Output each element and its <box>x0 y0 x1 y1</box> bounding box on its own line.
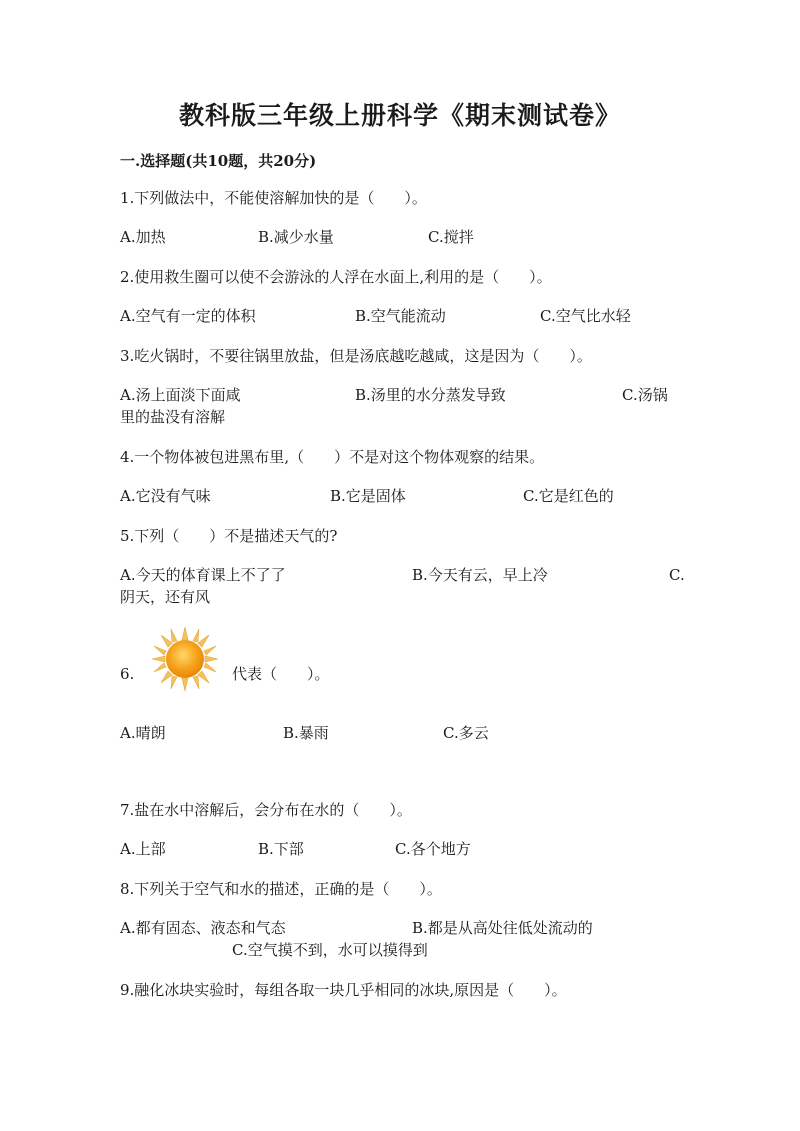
question-6-option-b: B.暴雨 <box>283 724 329 742</box>
question-4-stem: 4.一个物体被包进黑布里,（ ）不是对这个物体观察的结果。 <box>120 448 545 466</box>
question-1-option-a: A.加热 <box>120 228 166 246</box>
exam-title: 教科版三年级上册科学《期末测试卷》 <box>178 101 621 130</box>
question-2-stem: 2.使用救生圈可以使不会游泳的人浮在水面上,利用的是（ ）。 <box>120 268 552 286</box>
question-5-option-c-continued: 阴天，还有风 <box>120 588 211 606</box>
question-2-option-c: C.空气比水轻 <box>540 307 631 325</box>
question-1-option-c: C.搅拌 <box>428 228 474 246</box>
question-3-option-a: A.汤上面淡下面咸 <box>120 386 241 404</box>
question-3-option-c: C.汤锅 <box>622 386 668 404</box>
question-5-stem: 5.下列（ ）不是描述天气的? <box>120 527 338 545</box>
question-3-option-c-continued: 里的盐没有溶解 <box>120 408 226 426</box>
question-6-option-a: A.晴朗 <box>120 724 166 742</box>
question-3-stem: 3.吃火锅时，不要往锅里放盐，但是汤底越吃越咸，这是因为（ ）。 <box>120 347 592 365</box>
question-7-option-a: A.上部 <box>120 840 166 858</box>
question-9-stem: 9.融化冰块实验时，每组各取一块几乎相同的冰块,原因是（ ）。 <box>120 981 567 999</box>
question-2-option-a: A.空气有一定的体积 <box>120 307 256 325</box>
question-8-option-b: B.都是从高处往低处流动的 <box>412 919 593 937</box>
section-heading: 一.选择题(共10题，共20分) <box>120 152 317 170</box>
question-1-option-b: B.减少水量 <box>258 228 334 246</box>
question-2-option-b: B.空气能流动 <box>355 307 446 325</box>
question-5-option-c: C. <box>669 566 685 584</box>
question-6-number: 6. <box>120 665 135 683</box>
question-4-option-a: A.它没有气味 <box>120 487 211 505</box>
question-3-option-b: B.汤里的水分蒸发导致 <box>355 386 506 404</box>
sun-icon <box>150 626 220 692</box>
question-4-option-c: C.它是红色的 <box>523 487 614 505</box>
question-8-option-c: C.空气摸不到，水可以摸得到 <box>232 941 428 959</box>
question-7-option-b: B.下部 <box>258 840 304 858</box>
question-1-stem: 1.下列做法中，不能使溶解加快的是（ ）。 <box>120 189 427 207</box>
question-6-stem: 代表（ ）。 <box>232 665 330 683</box>
question-5-option-a: A.今天的体育课上不了了 <box>120 566 286 584</box>
question-5-option-b: B.今天有云，早上冷 <box>412 566 548 584</box>
question-7-stem: 7.盐在水中溶解后，会分布在水的（ ）。 <box>120 801 412 819</box>
question-4-option-b: B.它是固体 <box>330 487 406 505</box>
question-7-option-c: C.各个地方 <box>395 840 471 858</box>
question-8-stem: 8.下列关于空气和水的描述，正确的是（ ）。 <box>120 880 442 898</box>
question-8-option-a: A.都有固态、液态和气态 <box>120 919 286 937</box>
question-6-option-c: C.多云 <box>443 724 489 742</box>
